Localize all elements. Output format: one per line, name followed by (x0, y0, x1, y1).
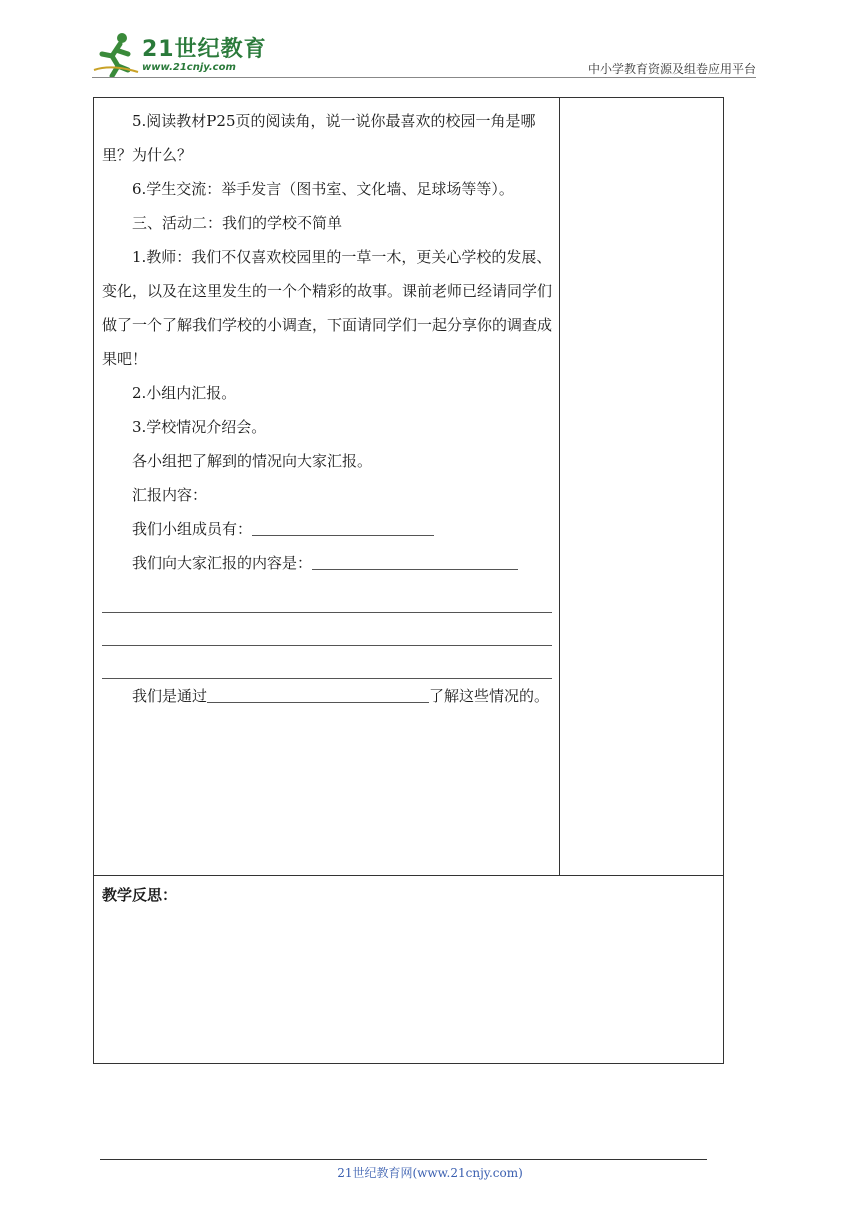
report-blank-line[interactable] (102, 580, 552, 613)
footer-divider (100, 1159, 707, 1160)
paragraph: 5.阅读教材P25页的阅读角，说一说你最喜欢的校园一角是哪里？为什么？ (102, 112, 536, 164)
members-label: 我们小组成员有： (132, 520, 253, 538)
paragraph: 各小组把了解到的情况向大家汇报。 (132, 452, 373, 470)
paragraph: 2.小组内汇报。 (132, 384, 237, 402)
method-label: 我们是通过 (132, 687, 208, 705)
paragraph: 汇报内容： (132, 486, 208, 504)
header-divider (92, 77, 756, 78)
platform-name: 中小学教育资源及组卷应用平台 (587, 62, 756, 76)
report-label: 我们向大家汇报的内容是： (132, 554, 313, 572)
footer-text[interactable]: 21世纪教育网(www.21cnjy.com) (337, 1166, 523, 1180)
site-logo (92, 30, 267, 78)
report-blank-line[interactable] (102, 613, 552, 646)
members-line (102, 512, 552, 546)
paragraph: 3.学校情况介绍会。 (132, 418, 267, 436)
lesson-table (93, 97, 724, 1064)
members-blank[interactable] (252, 515, 434, 536)
paragraph: 6.学生交流：举手发言（图书室、文化墙、足球场等等）。 (132, 180, 514, 198)
page-header (0, 0, 860, 80)
report-blank-line[interactable] (102, 646, 552, 679)
notes-cell (560, 98, 723, 875)
report-blank[interactable] (312, 549, 518, 570)
logo-url: www.21cnjy.com (142, 62, 236, 73)
reflection-cell (94, 876, 723, 1063)
reflection-label: 教学反思： (102, 886, 178, 904)
lesson-content (102, 104, 552, 713)
paragraph: 1.教师：我们不仅喜欢校园里的一草一木，更关心学校的发展、变化，以及在这里发生的一个个精彩的故事。课前老师已经请同学们做了一个了解我们学校的小调查，下面请同学们一起分享你的调查成果吧！ (102, 248, 553, 368)
section-heading: 三、活动二：我们的学校不简单 (132, 214, 343, 232)
logo-text: 21世纪教育 (142, 37, 267, 62)
report-line (102, 546, 552, 580)
method-suffix: 了解这些情况的。 (429, 687, 550, 705)
lesson-content-cell (94, 98, 560, 875)
method-blank[interactable] (207, 682, 429, 703)
method-line (102, 679, 552, 713)
runner-logo-icon (92, 30, 140, 78)
